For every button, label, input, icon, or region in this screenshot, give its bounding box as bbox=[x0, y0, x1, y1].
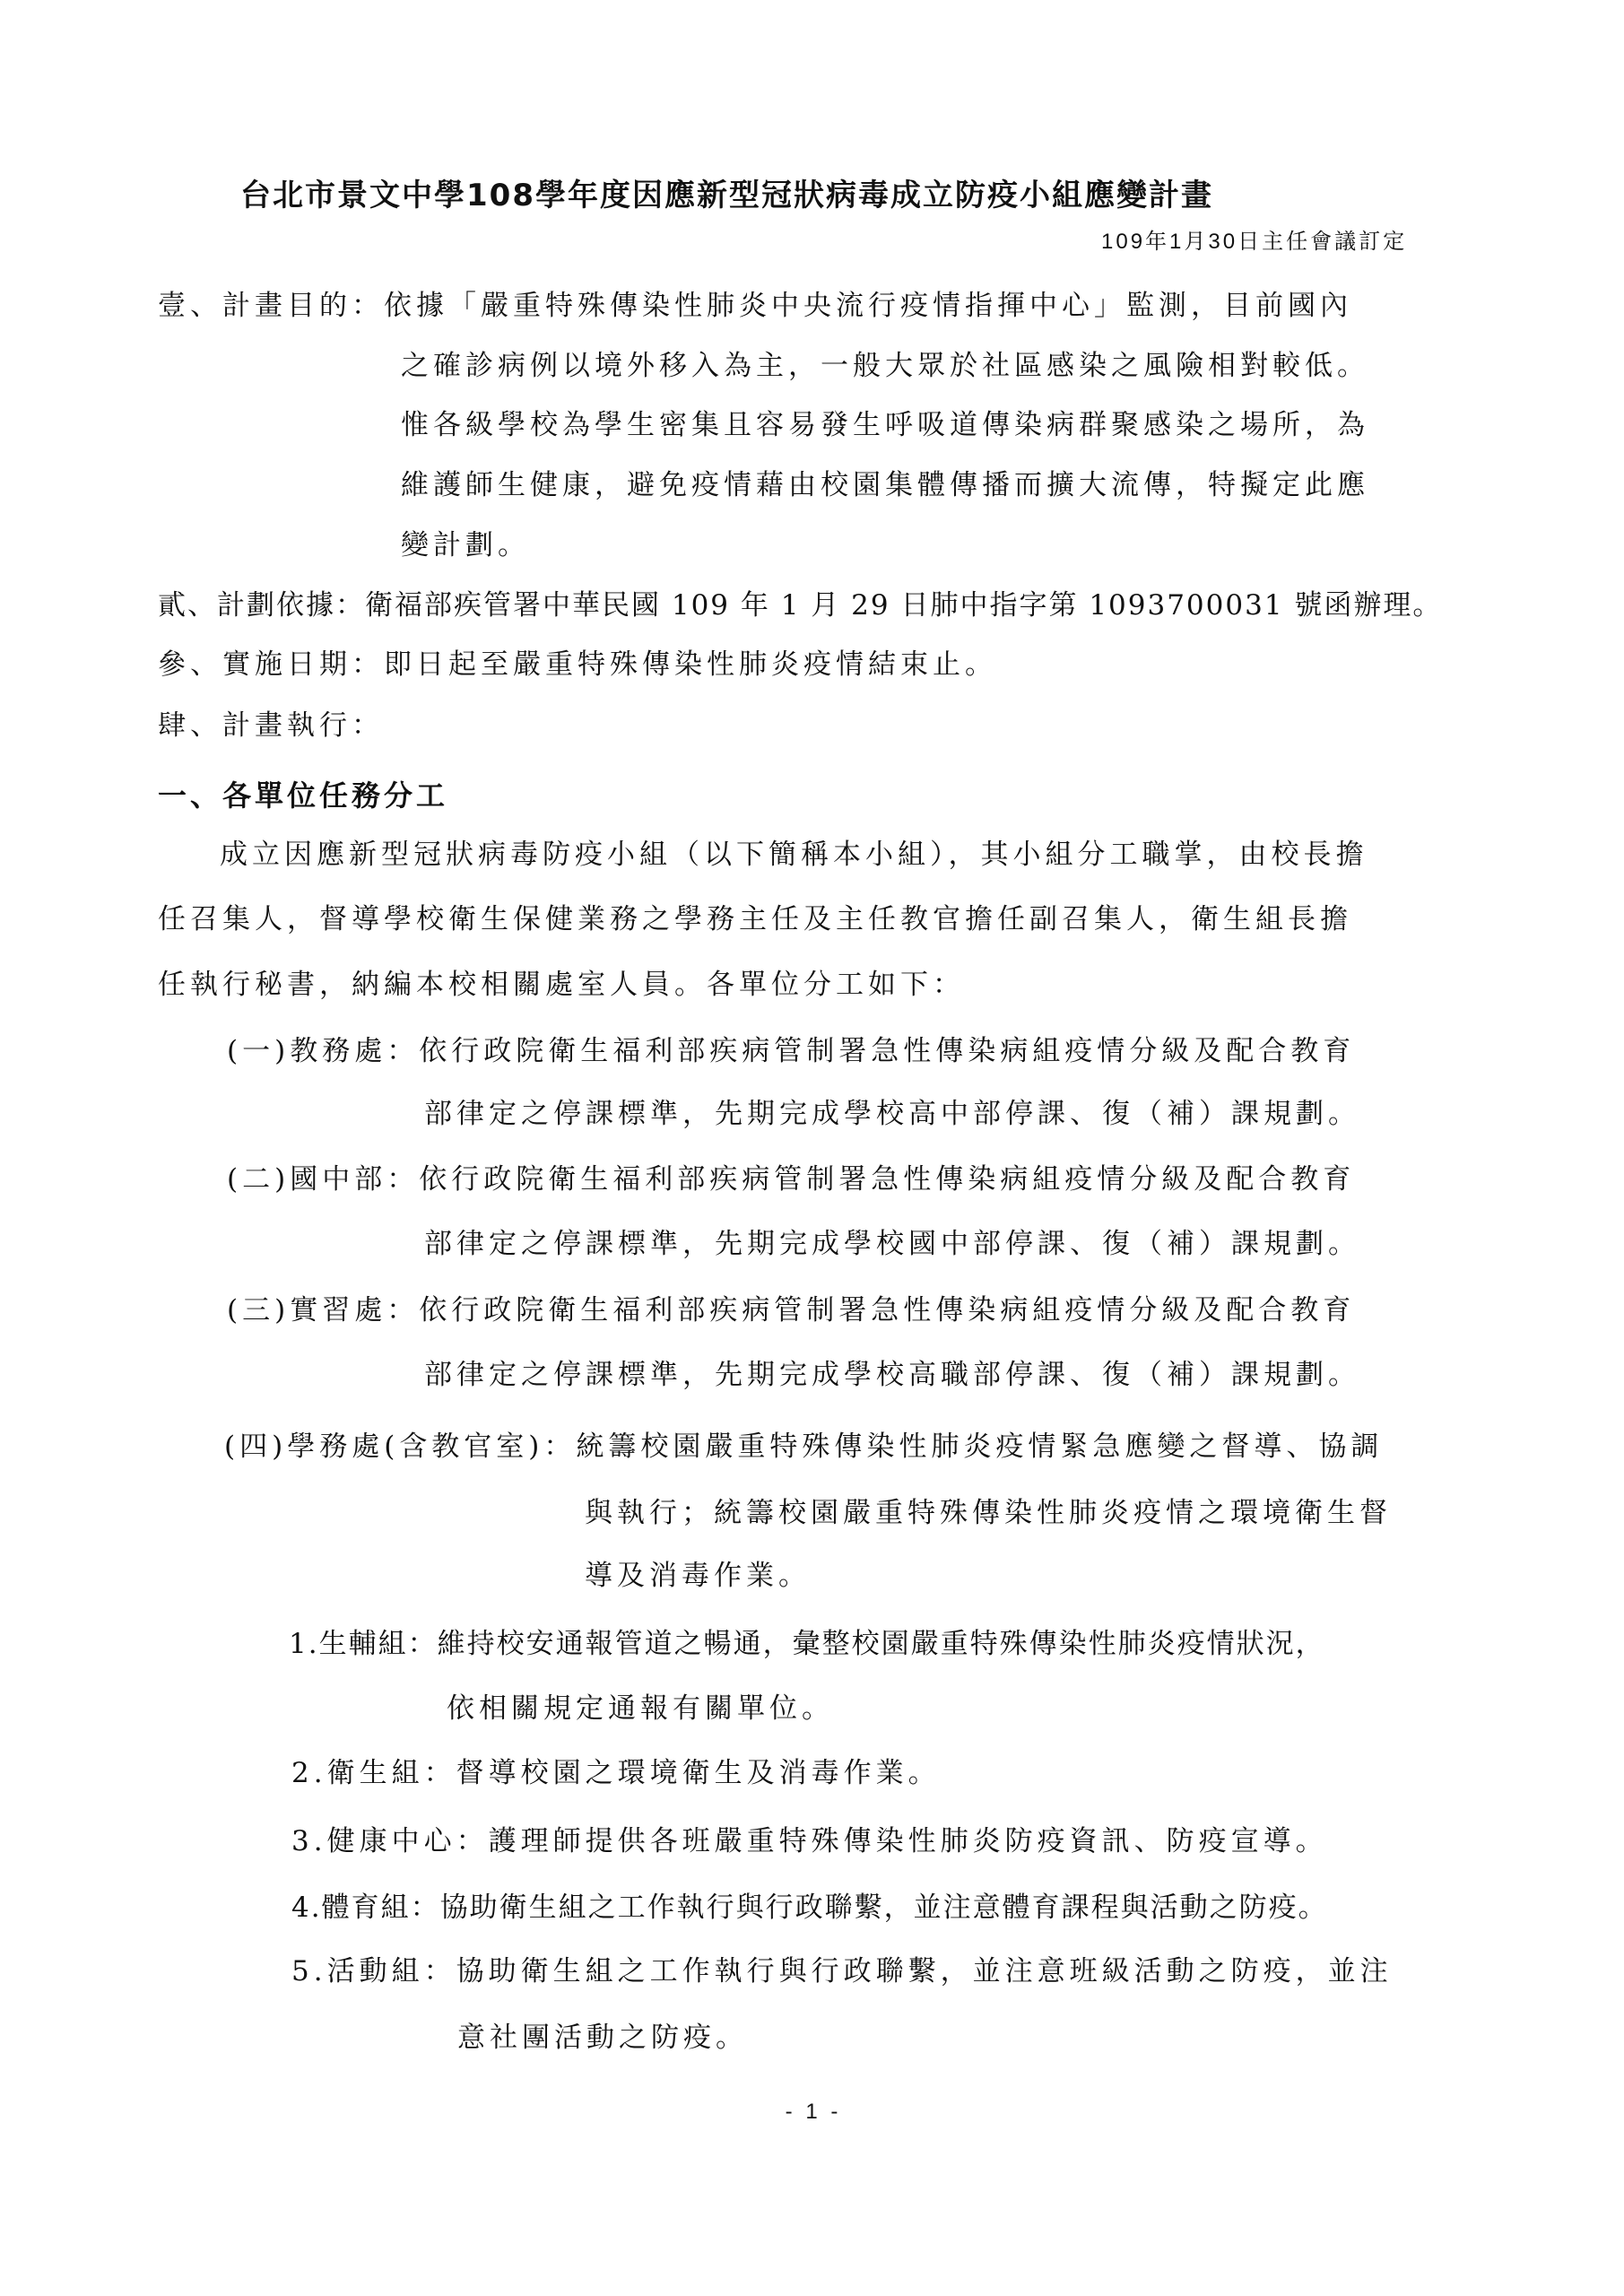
unit-label: (三)實習處： bbox=[227, 1294, 420, 1326]
division-intro-line: 任執行秘書，納編本校相關處室人員。各單位分工如下： bbox=[158, 969, 965, 1001]
unit-line: 部律定之停課標準，先期完成學校國中部停課、復（補）課規劃。 bbox=[424, 1228, 1360, 1260]
unit-line: 與執行；統籌校園嚴重特殊傳染性肺炎疫情之環境衛生督 bbox=[585, 1497, 1392, 1529]
unit-line: 導及消毒作業。 bbox=[585, 1560, 811, 1592]
unit-line: 部律定之停課標準，先期完成學校高職部停課、復（補）課規劃。 bbox=[424, 1359, 1360, 1391]
section-basis bbox=[158, 587, 1442, 623]
document-title: 台北市景文中學108學年度因應新型冠狀病毒成立防疫小組應變計畫 bbox=[240, 178, 1213, 213]
division-intro-line: 成立因應新型冠狀病毒防疫小組（以下簡稱本小組），其小組分工職掌，由校長擔 bbox=[220, 839, 1368, 871]
unit-label: (四)學務處(含教官室)： bbox=[224, 1431, 577, 1463]
section-purpose-label: 壹、計畫目的： bbox=[158, 290, 384, 322]
unit-line: 依行政院衛生福利部疾病管制署急性傳染病組疫情分級及配合教育 bbox=[419, 1163, 1356, 1196]
section-basis-label: 貳、計劃依據： bbox=[158, 589, 365, 622]
section-purpose-line: 變計劃。 bbox=[401, 529, 530, 561]
page-number: - 1 - bbox=[785, 2100, 842, 2124]
section-execution-label: 肆、計畫執行： bbox=[158, 709, 384, 742]
unit-academic-affairs bbox=[227, 1033, 1355, 1069]
approval-note: 109年1月30日主任會議訂定 bbox=[1101, 230, 1408, 254]
subunit-line: 協助衛生組之工作執行與行政聯繫，並注意體育課程與活動之防疫。 bbox=[439, 1892, 1328, 1924]
subunit-line: 護理師提供各班嚴重特殊傳染性肺炎防疫資訊、防疫宣導。 bbox=[488, 1825, 1328, 1857]
section-period-label: 參、實施日期： bbox=[158, 648, 384, 681]
unit-student-affairs bbox=[224, 1429, 1383, 1465]
subunit-line: 意社團活動之防疫。 bbox=[457, 2022, 748, 2054]
subunit-discipline bbox=[289, 1626, 1325, 1662]
subunit-label: 3.健康中心： bbox=[291, 1825, 489, 1857]
subunit-line: 協助衛生組之工作執行與行政聯繫，並注意班級活動之防疫，並注 bbox=[456, 1955, 1393, 1987]
section-basis-text: 衛福部疾管署中華民國 109 年 1 月 29 日肺中指字第 1093700031 號函辦理。 bbox=[365, 589, 1443, 622]
subunit-physical-education bbox=[291, 1890, 1328, 1926]
unit-label: (二)國中部： bbox=[227, 1163, 420, 1196]
section-purpose-line: 之確診病例以境外移入為主，一般大眾於社區感染之風險相對較低。 bbox=[401, 350, 1369, 382]
subunit-line: 依相關規定通報有關單位。 bbox=[447, 1692, 834, 1725]
subunit-label: 1.生輔組： bbox=[289, 1628, 438, 1660]
unit-line: 部律定之停課標準，先期完成學校高中部停課、復（補）課規劃。 bbox=[424, 1098, 1360, 1130]
section-purpose-line: 依據「嚴重特殊傳染性肺炎中央流行疫情指揮中心」監測，目前國內 bbox=[384, 290, 1352, 322]
unit-junior-high bbox=[227, 1161, 1355, 1197]
section-purpose-line: 維護師生健康，避免疫情藉由校園集體傳播而擴大流傳，特擬定此應 bbox=[401, 469, 1369, 501]
section-purpose bbox=[158, 288, 1352, 324]
division-intro-line: 任召集人，督導學校衛生保健業務之學務主任及主任教官擔任副召集人，衛生組長擔 bbox=[158, 903, 1352, 935]
unit-line: 依行政院衛生福利部疾病管制署急性傳染病組疫情分級及配合教育 bbox=[419, 1294, 1356, 1326]
unit-practicum-office bbox=[227, 1292, 1355, 1328]
subunit-label: 4.體育組： bbox=[291, 1892, 440, 1924]
subunit-label: 2.衛生組： bbox=[291, 1757, 456, 1789]
subunit-line: 督導校園之環境衛生及消毒作業。 bbox=[456, 1757, 941, 1789]
subunit-activities bbox=[291, 1953, 1393, 1989]
subunit-health-center bbox=[291, 1823, 1328, 1859]
subunit-label: 5.活動組： bbox=[291, 1955, 456, 1987]
unit-line: 統籌校園嚴重特殊傳染性肺炎疫情緊急應變之督導、協調 bbox=[576, 1431, 1384, 1463]
unit-line: 依行政院衛生福利部疾病管制署急性傳染病組疫情分級及配合教育 bbox=[419, 1035, 1356, 1067]
section-purpose-line: 惟各級學校為學生密集且容易發生呼吸道傳染病群聚感染之場所，為 bbox=[401, 409, 1369, 441]
subunit-health-section bbox=[291, 1755, 941, 1791]
section-period bbox=[158, 647, 997, 683]
section-period-text: 即日起至嚴重特殊傳染性肺炎疫情結束止。 bbox=[384, 648, 997, 681]
unit-label: (一)教務處： bbox=[227, 1035, 420, 1067]
division-heading: 一、各單位任務分工 bbox=[158, 778, 449, 813]
subunit-line: 維持校安通報管道之暢通，彙整校園嚴重特殊傳染性肺炎疫情狀況， bbox=[437, 1628, 1325, 1660]
